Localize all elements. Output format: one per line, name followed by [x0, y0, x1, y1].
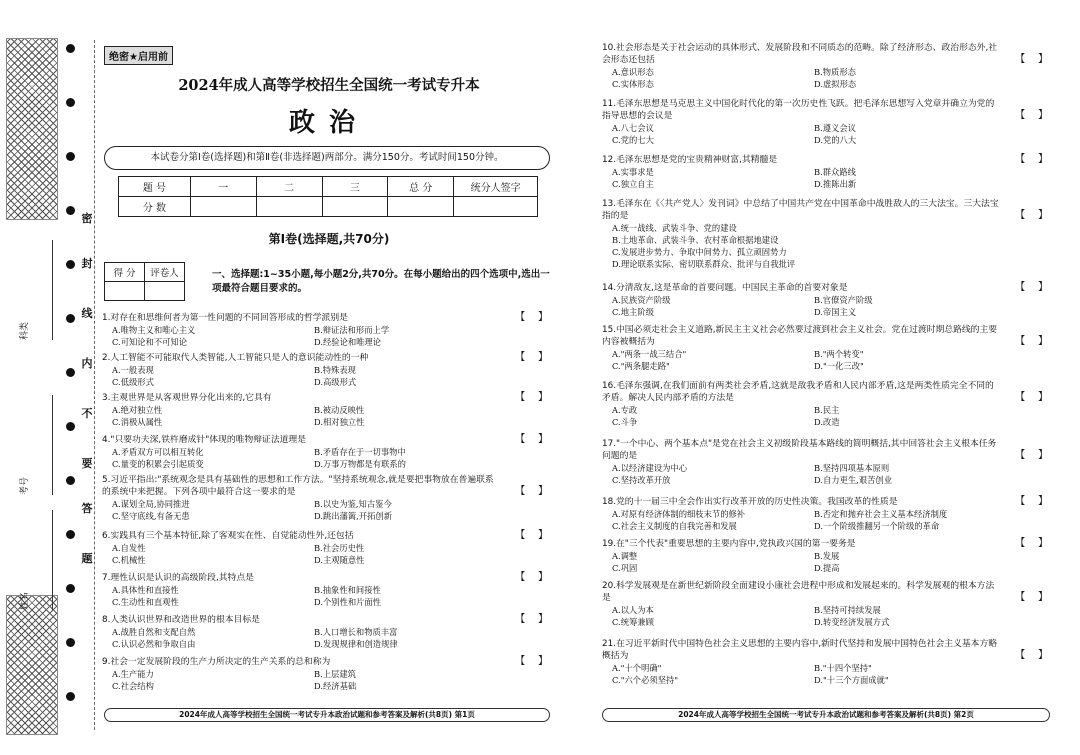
- option-b[interactable]: B.土地革命、武装斗争、农村革命根据地建设: [612, 235, 779, 245]
- option-d[interactable]: D."十三个方面成就": [814, 675, 889, 685]
- question: [602, 198, 1048, 269]
- question-stem: 8.人类认识世界和改造世界的根本目标是: [102, 615, 260, 625]
- question-stem: 5.习近平指出:"系统观念是具有基础性的思想和工作方法。"坚持系统观念,就是要把事物放在普遍联系的系统中来把握。下列各项中最符合这一要求的是: [102, 475, 494, 497]
- option-d[interactable]: D.主观随意性: [314, 555, 365, 565]
- field-category-label: 科类: [20, 321, 30, 340]
- binding-hole: [66, 44, 75, 53]
- option-b[interactable]: B.发展: [814, 551, 840, 561]
- option-c[interactable]: C."两条腿走路": [612, 361, 670, 371]
- seal-char: 要: [81, 457, 93, 470]
- option-a[interactable]: A.以经济建设为中心: [612, 463, 688, 473]
- score-header-cell: 三: [322, 177, 388, 197]
- question-stem: 10.社会形态是关于社会运动的具体形式、发展阶段和不同质态的范畴。除了经济形态、政治形态外,社会形态还包括: [602, 43, 998, 65]
- question-stem: 16.毛泽东强调,在我们面前有两类社会矛盾,这就是敌我矛盾和人民内部矛盾,这是两类性质完全不同的矛盾。解决人民内部矛盾的方法是: [602, 381, 994, 403]
- score-header-cell: 统分人签字: [454, 177, 538, 197]
- score-header-cell: 二: [256, 177, 322, 197]
- question: [602, 154, 1048, 189]
- option-b[interactable]: B.物质形态: [814, 67, 856, 77]
- binding-hole: [66, 422, 75, 431]
- answer-bracket[interactable]: 【 】: [1015, 538, 1048, 549]
- option-c[interactable]: C.消极从属性: [112, 417, 163, 427]
- answer-bracket[interactable]: 【 】: [1015, 496, 1048, 507]
- option-c[interactable]: C.低级形式: [112, 377, 154, 387]
- option-c[interactable]: C.巩固: [612, 563, 638, 573]
- binding-hole: [66, 314, 75, 323]
- seal-char: 线: [81, 307, 93, 320]
- grader-score-label: 得 分: [105, 263, 145, 282]
- score-table-row: [119, 197, 538, 217]
- option-b[interactable]: B.矛盾存在于一切事物中: [314, 447, 406, 457]
- answer-bracket[interactable]: 【 】: [1015, 392, 1048, 403]
- question: [602, 324, 1048, 371]
- question-stem: 14.分清敌友,这是革命的首要问题。中国民主革命的首要对象是: [602, 283, 848, 293]
- answer-bracket[interactable]: 【 】: [515, 312, 548, 323]
- score-cell[interactable]: [322, 197, 388, 217]
- option-d[interactable]: D.虚拟形态: [814, 79, 857, 89]
- binding-hole: [66, 206, 75, 215]
- answer-bracket[interactable]: 【 】: [515, 572, 548, 583]
- question-stem: 17."一个中心、两个基本点"是党在社会主义初级阶段基本路线的简明概括,其中回答社会主义根本任务问题的是: [602, 439, 997, 461]
- binding-hole: [66, 692, 75, 701]
- option-a[interactable]: A.民族资产阶级: [612, 295, 671, 305]
- score-cell[interactable]: [388, 197, 454, 217]
- question-stem: 3.主观世界是从客观世界分化出来的,它具有: [102, 393, 272, 403]
- question-stem: 7.理性认识是认识的高级阶段,其特点是: [102, 573, 254, 583]
- answer-bracket[interactable]: 【 】: [515, 392, 548, 403]
- option-d[interactable]: D.党的八大: [814, 135, 857, 145]
- grader-name-label: 评卷人: [145, 263, 185, 282]
- question-stem: 4."只要功夫深,铁杵磨成针"体现的唯物辩证法道理是: [102, 435, 307, 445]
- question: [602, 580, 1048, 627]
- option-a[interactable]: A.唯物主义和唯心主义: [112, 325, 196, 335]
- field-name-label: 姓名: [20, 591, 30, 610]
- answer-bracket[interactable]: 【 】: [1015, 650, 1048, 661]
- option-c[interactable]: C.实体形态: [612, 79, 654, 89]
- answer-bracket[interactable]: 【 】: [1015, 54, 1048, 65]
- question: [102, 474, 548, 521]
- option-c[interactable]: C.坚守底线,有备无患: [112, 511, 190, 521]
- option-c[interactable]: C.机械性: [112, 555, 146, 565]
- answer-bracket[interactable]: 【 】: [1015, 592, 1048, 603]
- question-stem: 9.社会一定发展阶段的生产力所决定的生产关系的总和称为: [102, 657, 331, 667]
- option-b[interactable]: B.社会历史性: [314, 543, 365, 553]
- option-d[interactable]: D.高级形式: [314, 377, 357, 387]
- option-a[interactable]: A.战胜自然和支配自然: [112, 627, 196, 637]
- binding-hole: [66, 638, 75, 647]
- question-stem: 13.毛泽东在《〈共产党人〉发刊词》中总结了中国共产党在中国革命中战胜敌人的三大法宝。三大法宝指的是: [602, 199, 999, 221]
- question-stem: 20.科学发展观是在新世纪新阶段全面建设小康社会进程中形成和发展起来的。科学发展观的根本方法是: [602, 581, 995, 603]
- volume-title: 第Ⅰ卷(选择题,共70分): [268, 232, 390, 246]
- option-c[interactable]: C.统筹兼顾: [612, 617, 654, 627]
- question-stem: 11.毛泽东思想是马克思主义中国化时代化的第一次历史性飞跃。把毛泽东思想写入党章并确立为党的指导思想的会议是: [602, 99, 995, 121]
- question: [602, 98, 1048, 145]
- option-c[interactable]: C.发展进步势力、争取中间势力、孤立顽固势力: [612, 247, 787, 257]
- option-d[interactable]: D.自力更生,艰苦创业: [814, 475, 893, 485]
- answer-bracket[interactable]: 【 】: [515, 352, 548, 363]
- question: [602, 496, 1048, 531]
- exam-title: 2024年成人高等学校招生全国统一考试专升本: [178, 77, 480, 94]
- option-d[interactable]: D.经验论和唯理论: [314, 337, 382, 347]
- option-b[interactable]: B.辩证法和形而上学: [314, 325, 390, 335]
- question: [102, 572, 548, 607]
- option-d[interactable]: D.理论联系实际、密切联系群众、批评与自我批评: [612, 259, 796, 269]
- binding-hole: [66, 260, 75, 269]
- answer-bracket[interactable]: 【 】: [515, 530, 548, 541]
- option-b[interactable]: B."十四个坚持": [814, 663, 872, 673]
- option-c[interactable]: C.独立自主: [612, 179, 654, 189]
- binding-holes: [65, 40, 77, 730]
- option-c[interactable]: C.斗争: [612, 417, 638, 427]
- page-footer: 2024年成人高等学校招生全国统一考试专升本政治试题和参考答案及解析(共8页) 第1页: [104, 708, 550, 722]
- option-c[interactable]: C."六个必须坚持": [612, 675, 679, 685]
- field-name: [18, 510, 62, 610]
- answer-bracket[interactable]: 【 】: [1015, 282, 1048, 293]
- option-b[interactable]: B.上层建筑: [314, 669, 356, 679]
- option-c[interactable]: C.认识必然和争取自由: [112, 639, 196, 649]
- score-header-cell: 一: [190, 177, 256, 197]
- question: [102, 352, 548, 387]
- option-d[interactable]: D.经济基础: [314, 681, 357, 691]
- option-b[interactable]: B.抽象性和间接性: [314, 585, 381, 595]
- binding-hole: [66, 152, 75, 161]
- option-d[interactable]: D.个别性和片面性: [314, 597, 382, 607]
- page-2: [600, 40, 1052, 730]
- option-a[interactable]: A.以人为本: [612, 605, 654, 615]
- binding-hole: [66, 530, 75, 539]
- exam-notice: 本试卷分第Ⅰ卷(选择题)和第Ⅱ卷(非选择题)两部分。满分150分。考试时间150分钟。: [104, 146, 550, 170]
- question-stem: 15.中国必须走社会主义道路,新民主主义社会必然要过渡到社会主义社会。党在过渡时期总路线的主要内容被概括为: [602, 325, 998, 347]
- binding-hole: [66, 584, 75, 593]
- option-a[interactable]: A.自发性: [112, 543, 146, 553]
- answer-bracket[interactable]: 【 】: [515, 614, 548, 625]
- option-c[interactable]: C.量变的积累会引起质变: [112, 459, 204, 469]
- option-b[interactable]: B.坚持四项基本原则: [814, 463, 890, 473]
- option-b[interactable]: B.被动反映性: [314, 405, 365, 415]
- question: [602, 42, 1048, 89]
- score-header-cell: 题 号: [119, 177, 191, 197]
- answer-bracket[interactable]: 【 】: [515, 434, 548, 445]
- option-a[interactable]: A."两条一战三结合": [612, 349, 687, 359]
- option-b[interactable]: B."两个转变": [814, 349, 864, 359]
- seal-char: 内: [81, 357, 93, 370]
- field-category: [18, 240, 62, 340]
- option-a[interactable]: A.谋划全局,协同推进: [112, 499, 190, 509]
- answer-bracket[interactable]: 【 】: [1015, 110, 1048, 121]
- option-b[interactable]: B.民主: [814, 405, 840, 415]
- score-row-label: 分 数: [119, 197, 191, 217]
- question: [602, 638, 1048, 685]
- option-b[interactable]: B.以史为鉴,知古鉴今: [314, 499, 392, 509]
- option-b[interactable]: B.群众路线: [814, 167, 856, 177]
- seal-char: 题: [81, 552, 93, 565]
- grader-score-cell[interactable]: [105, 282, 145, 301]
- question-stem: 12.毛泽东思想是党的宝贵精神财富,其精髓是: [602, 155, 778, 165]
- binding-hole: [66, 368, 75, 377]
- question: [102, 614, 548, 649]
- option-d[interactable]: D.发现规律和创造规律: [314, 639, 398, 649]
- option-c[interactable]: C.地主阶级: [612, 307, 654, 317]
- question: [102, 530, 548, 565]
- option-a[interactable]: A.调整: [612, 551, 638, 561]
- score-cell[interactable]: [190, 197, 256, 217]
- option-c[interactable]: C.党的七大: [612, 135, 654, 145]
- option-a[interactable]: A.意识形态: [612, 67, 654, 77]
- option-c[interactable]: C.坚持改革开放: [612, 475, 671, 485]
- option-b[interactable]: B.否定和抛弃社会主义基本经济制度: [814, 509, 948, 519]
- score-table: [118, 176, 538, 217]
- option-b[interactable]: B.坚持可持续发展: [814, 605, 881, 615]
- option-b[interactable]: B.人口增长和物质丰富: [314, 627, 398, 637]
- option-c[interactable]: C.社会主义制度的自我完善和发展: [612, 521, 737, 531]
- question: [602, 538, 1048, 573]
- question: [102, 656, 548, 691]
- option-c[interactable]: C.可知论和不可知论: [112, 337, 188, 347]
- question-stem: 21.在习近平新时代中国特色社会主义思想的主要内容中,新时代坚持和发展中国特色社会主义基本方略概括为: [602, 639, 998, 661]
- option-d[interactable]: D.改造: [814, 417, 840, 427]
- option-d[interactable]: D.万事万物都是有联系的: [314, 459, 406, 469]
- question: [602, 438, 1048, 485]
- score-cell[interactable]: [454, 197, 538, 217]
- field-exam-number: [18, 395, 62, 495]
- question: [102, 312, 548, 347]
- option-c[interactable]: C.社会结构: [112, 681, 154, 691]
- secret-label: 绝密★启用前: [104, 46, 173, 65]
- option-d[interactable]: D."一化三改": [814, 361, 864, 371]
- option-d[interactable]: D.推陈出新: [814, 179, 857, 189]
- seal-char: 不: [81, 407, 93, 420]
- seal-char: 封: [81, 257, 93, 270]
- answer-bracket[interactable]: 【 】: [1015, 154, 1048, 165]
- option-a[interactable]: A.统一战线、武装斗争、党的建设: [612, 223, 737, 233]
- question-stem: 19.在"三个代表"重要思想的主要内容中,党执政兴国的第一要务是: [602, 539, 856, 549]
- score-cell[interactable]: [256, 197, 322, 217]
- answer-bracket[interactable]: 【 】: [1015, 210, 1048, 221]
- option-a[interactable]: A.具体性和直接性: [112, 585, 179, 595]
- grader-name-cell[interactable]: [145, 282, 185, 301]
- option-a[interactable]: A.绝对独立性: [112, 405, 163, 415]
- option-a[interactable]: A.一般表现: [112, 365, 154, 375]
- option-b[interactable]: B.官僚资产阶级: [814, 295, 873, 305]
- option-a[interactable]: A.矛盾双方可以相互转化: [112, 447, 204, 457]
- question-stem: 2.人工智能不可能取代人类智能,人工智能只是人的意识能动性的一种: [102, 353, 369, 363]
- binding-hole: [66, 476, 75, 485]
- score-table-header: [119, 177, 538, 197]
- score-header-cell: 总 分: [388, 177, 454, 197]
- option-b[interactable]: B.遵义会议: [814, 123, 856, 133]
- option-d[interactable]: D.转变经济发展方式: [814, 617, 890, 627]
- option-a[interactable]: A.八七会议: [612, 123, 654, 133]
- page-1: [100, 40, 558, 730]
- option-a[interactable]: A."十个明确": [612, 663, 662, 673]
- option-d[interactable]: D.提高: [814, 563, 840, 573]
- option-d[interactable]: D.一个阶级推翻另一个阶级的革命: [814, 521, 940, 531]
- seal-char: 答: [81, 502, 93, 515]
- question-stem: 1.对存在和思维何者为第一性问题的不同回答形成的哲学派别是: [102, 313, 348, 323]
- question: [102, 434, 548, 469]
- exam-subject: 政治: [288, 108, 369, 138]
- option-a[interactable]: A.生产能力: [112, 669, 154, 679]
- section-instruction: 一、选择题:1~35小题,每小题2分,共70分。在每小题给出的四个选项中,选出一项最符合题目要求的。: [212, 269, 550, 294]
- binding-hatch-top: [6, 38, 58, 220]
- answer-bracket[interactable]: 【 】: [515, 486, 548, 497]
- question: [602, 282, 1048, 317]
- grader-box: [104, 262, 185, 301]
- page-footer: 2024年成人高等学校招生全国统一考试专升本政治试题和参考答案及解析(共8页) 第2页: [602, 708, 1050, 722]
- field-exam-number-label: 考号: [20, 476, 30, 495]
- answer-bracket[interactable]: 【 】: [1015, 336, 1048, 347]
- question: [602, 380, 1048, 427]
- question: [102, 392, 548, 427]
- question-stem: 6.实践具有三个基本特征,除了客观实在性、自觉能动性外,还包括: [102, 531, 354, 541]
- option-d[interactable]: D.帝国主义: [814, 307, 857, 317]
- option-a[interactable]: A.实事求是: [612, 167, 654, 177]
- answer-bracket[interactable]: 【 】: [515, 656, 548, 667]
- answer-bracket[interactable]: 【 】: [1015, 450, 1048, 461]
- option-a[interactable]: A.对原有经济体制的细枝末节的修补: [612, 509, 746, 519]
- binding-hole: [66, 98, 75, 107]
- option-a[interactable]: A.专政: [612, 405, 638, 415]
- binding-hatch-bottom: [6, 595, 58, 735]
- option-d[interactable]: D.相对独立性: [314, 417, 365, 427]
- seal-char: 密: [81, 212, 93, 225]
- option-d[interactable]: D.跳出藩篱,开拓创新: [314, 511, 393, 521]
- option-c[interactable]: C.生动性和直观性: [112, 597, 179, 607]
- question-stem: 18.党的十一届三中全会作出实行改革开放的历史性决策。我国改革的性质是: [602, 497, 898, 507]
- option-b[interactable]: B.特殊表现: [314, 365, 356, 375]
- seal-line: [79, 40, 95, 730]
